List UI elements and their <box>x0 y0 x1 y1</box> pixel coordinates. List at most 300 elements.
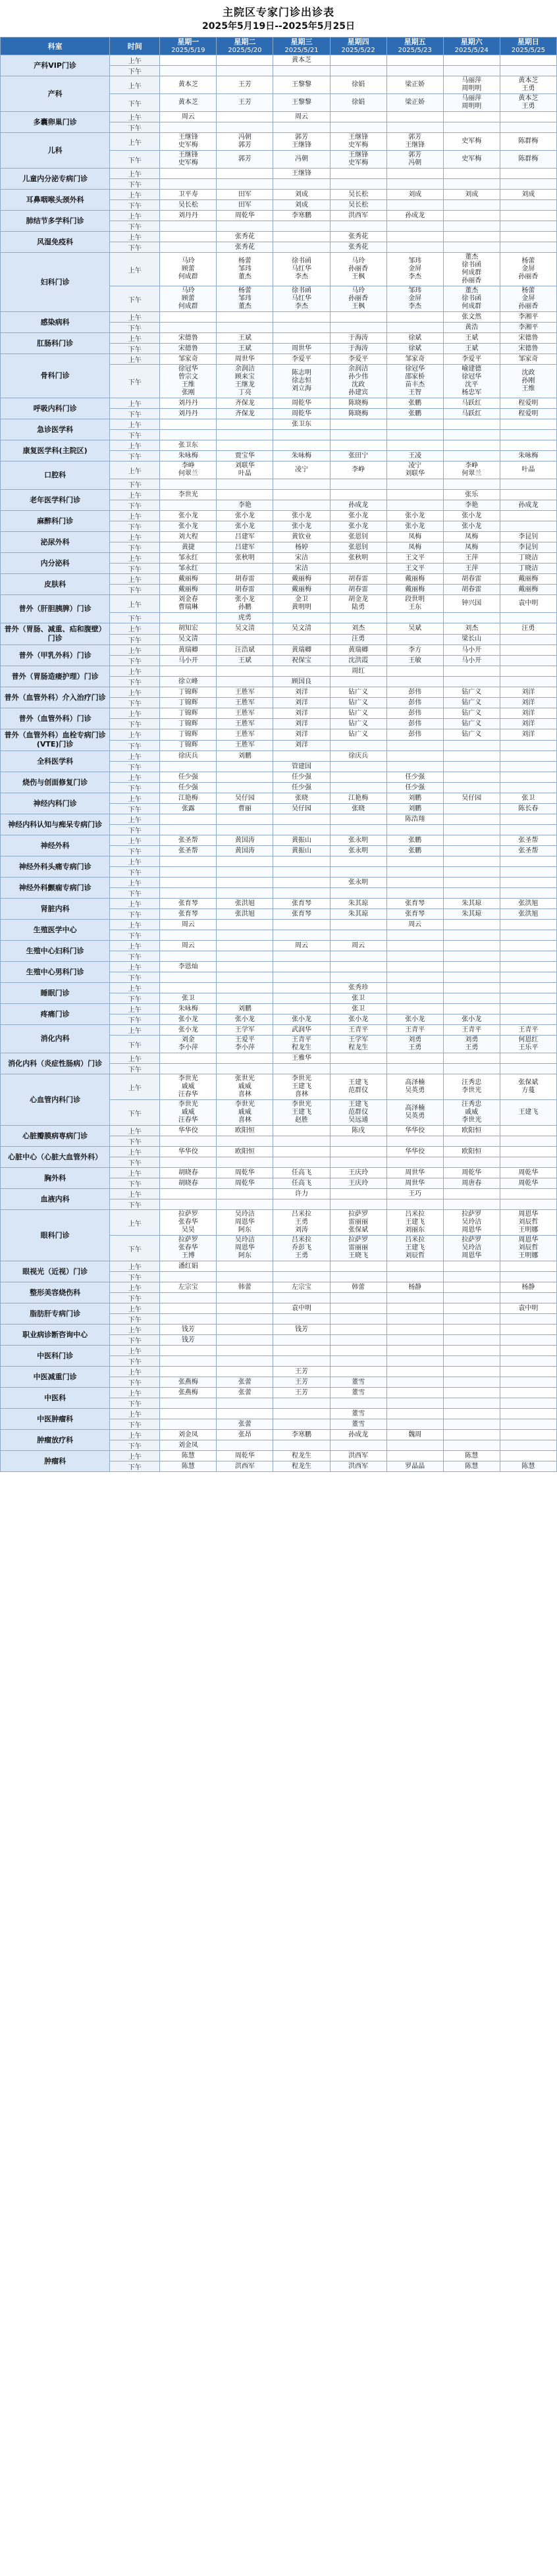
doctor-cell <box>160 1157 217 1168</box>
doctor-cell <box>443 856 500 867</box>
doctor-cell <box>160 666 217 677</box>
dept-name: 脂肪肝专病门诊 <box>1 1303 110 1325</box>
title-block <box>0 0 557 37</box>
time-slot: 下午 <box>110 634 160 645</box>
time-slot: 上午 <box>110 751 160 762</box>
doctor-cell: 李峥 何翠兰 <box>443 461 500 479</box>
doctor-cell <box>330 1189 386 1199</box>
dept-row-am <box>1 962 557 972</box>
doctor-cell <box>443 1136 500 1147</box>
doctor-cell: 张秀花 <box>217 232 273 242</box>
dept-name: 神经外科 <box>1 835 110 856</box>
doctor-cell: 王继锋 史军梅 <box>330 151 386 169</box>
doctor-cell: 李世光 <box>160 490 217 500</box>
doctor-cell: 史军梅 <box>443 133 500 151</box>
dept-row-am <box>1 1325 557 1335</box>
doctor-cell: 杨蕾 邹玮 董杰 <box>217 253 273 286</box>
doctor-cell <box>443 1325 500 1335</box>
dept-row-am <box>1 312 557 323</box>
time-slot: 上午 <box>110 1346 160 1356</box>
doctor-cell: 王文平 <box>386 564 443 574</box>
doctor-cell: 张小龙 <box>160 521 217 532</box>
time-slot: 上午 <box>110 962 160 972</box>
doctor-cell: 钻广义 <box>443 687 500 698</box>
time-slot: 下午 <box>110 242 160 253</box>
doctor-cell: 高泽楠 吴英勇 <box>386 1074 443 1100</box>
doctor-cell <box>273 500 330 511</box>
time-slot: 下午 <box>110 972 160 983</box>
doctor-cell <box>500 221 556 232</box>
doctor-cell <box>500 1293 556 1303</box>
time-slot: 下午 <box>110 656 160 666</box>
doctor-cell <box>386 66 443 76</box>
doctor-cell: 周乾华 <box>217 1178 273 1189</box>
doctor-cell: 刘洋 <box>273 698 330 708</box>
doctor-cell <box>330 55 386 66</box>
doctor-cell: 金卫 黄明明 <box>273 595 330 613</box>
doctor-cell <box>217 490 273 500</box>
doctor-cell: 郭芳 <box>217 151 273 169</box>
doctor-cell: 徐冠华 邵家桥 苗丰杰 王智 <box>386 365 443 398</box>
doctor-cell <box>273 867 330 878</box>
doctor-cell: 陈戌 <box>330 1126 386 1136</box>
doctor-cell: 刘联华 叶晶 <box>217 461 273 479</box>
doctor-cell: 黄本芝 <box>160 76 217 94</box>
doctor-cell <box>217 1398 273 1409</box>
doctor-cell <box>500 1377 556 1388</box>
doctor-cell: 邹玮 金屏 李杰 <box>386 286 443 312</box>
doctor-cell: 洪西军 <box>330 1461 386 1472</box>
doctor-cell: 李寒鹏 <box>273 211 330 221</box>
doctor-cell: 张文然 <box>443 312 500 323</box>
dept-name: 心血管内科门诊 <box>1 1074 110 1126</box>
doctor-cell: 李世光 王建飞 喜林 <box>273 1074 330 1100</box>
doctor-cell <box>386 479 443 490</box>
doctor-cell <box>330 1314 386 1325</box>
doctor-cell: 王胜军 <box>217 719 273 729</box>
dept-row-am <box>1 1074 557 1100</box>
doctor-cell: 杨蕾 金屏 孙丽香 <box>500 286 556 312</box>
time-slot: 上午 <box>110 553 160 564</box>
doctor-cell: 梁长山 <box>443 634 500 645</box>
doctor-cell <box>500 972 556 983</box>
doctor-cell: 王凌 <box>386 451 443 461</box>
doctor-cell <box>443 1272 500 1282</box>
doctor-cell: 徐庆兵 <box>330 751 386 762</box>
dept-name: 儿科 <box>1 133 110 169</box>
time-slot: 上午 <box>110 461 160 479</box>
doctor-cell: 胡晓春 <box>160 1178 217 1189</box>
time-slot: 下午 <box>110 1419 160 1430</box>
doctor-cell <box>217 856 273 867</box>
doctor-cell <box>500 430 556 440</box>
time-slot: 上午 <box>110 55 160 66</box>
doctor-cell: 袁中明 <box>500 1303 556 1314</box>
doctor-cell: 宋洁 <box>273 553 330 564</box>
doctor-cell <box>330 323 386 333</box>
doctor-cell <box>273 613 330 623</box>
doctor-cell: 胡春雷 <box>217 585 273 595</box>
doctor-cell <box>160 242 217 253</box>
doctor-cell <box>386 1367 443 1377</box>
doctor-cell: 张育琴 <box>160 899 217 909</box>
time-slot: 下午 <box>110 1398 160 1409</box>
time-slot: 上午 <box>110 814 160 825</box>
time-slot: 下午 <box>110 1064 160 1074</box>
doctor-cell: 李世光 王建飞 赵胜 <box>273 1100 330 1126</box>
doctor-cell: 马丽萍 周明明 <box>443 94 500 112</box>
doctor-cell: 陈慧 <box>443 1451 500 1461</box>
doctor-cell <box>386 1064 443 1074</box>
header-day-5: 星期五 2025/5/23 <box>386 38 443 55</box>
doctor-cell <box>386 613 443 623</box>
doctor-cell: 张洪旭 <box>500 909 556 920</box>
doctor-cell: 孙成龙 <box>500 500 556 511</box>
doctor-cell: 董雪 <box>330 1409 386 1419</box>
doctor-cell: 王庆玲 <box>330 1168 386 1178</box>
doctor-cell <box>500 941 556 951</box>
doctor-cell <box>160 221 217 232</box>
doctor-cell: 刘杰 <box>443 623 500 635</box>
doctor-cell: 任少强 <box>386 772 443 783</box>
doctor-cell: 欧阳恒 <box>217 1147 273 1157</box>
doctor-cell <box>500 772 556 783</box>
doctor-cell <box>273 323 330 333</box>
doctor-cell: 丁锦辉 <box>160 740 217 751</box>
doctor-cell <box>217 930 273 941</box>
doctor-cell: 黄本芝 <box>273 55 330 66</box>
doctor-cell <box>217 1335 273 1346</box>
doctor-cell <box>217 1189 273 1199</box>
time-slot: 上午 <box>110 440 160 451</box>
time-slot: 下午 <box>110 1314 160 1325</box>
doctor-cell <box>443 772 500 783</box>
time-slot: 上午 <box>110 1004 160 1014</box>
doctor-cell: 拉萨罗 张春华 吴昊 <box>160 1210 217 1236</box>
doctor-cell: 王庆玲 <box>330 1178 386 1189</box>
doctor-cell <box>273 179 330 190</box>
doctor-cell: 周云 <box>330 941 386 951</box>
doctor-cell: 刘洋 <box>500 698 556 708</box>
doctor-cell: 杨蕾 金屏 孙丽香 <box>500 253 556 286</box>
doctor-cell: 彭伟 <box>386 708 443 719</box>
doctor-cell: 黄本芝 王勇 <box>500 94 556 112</box>
doctor-cell: 孙成龙 <box>386 211 443 221</box>
time-slot: 上午 <box>110 835 160 846</box>
doctor-cell: 张圣帮 <box>500 846 556 856</box>
doctor-cell <box>217 1356 273 1367</box>
doctor-cell: 王青平 <box>330 1025 386 1036</box>
doctor-cell: 陈志明 徐志恒 刘立海 <box>273 365 330 398</box>
doctor-cell <box>217 1303 273 1314</box>
time-slot: 下午 <box>110 804 160 814</box>
doctor-cell <box>273 983 330 993</box>
doctor-cell: 周乾华 <box>443 1168 500 1178</box>
doctor-cell: 周世华 <box>386 1168 443 1178</box>
time-slot: 下午 <box>110 909 160 920</box>
doctor-cell <box>217 66 273 76</box>
doctor-cell: 李爱平 <box>443 354 500 365</box>
doctor-cell <box>443 762 500 772</box>
doctor-cell <box>217 962 273 972</box>
time-slot: 下午 <box>110 930 160 941</box>
doctor-cell <box>386 490 443 500</box>
doctor-cell <box>330 1356 386 1367</box>
doctor-cell: 王胜军 <box>217 740 273 751</box>
doctor-cell: 徐娟 <box>330 94 386 112</box>
doctor-cell <box>330 1136 386 1147</box>
time-slot: 下午 <box>110 221 160 232</box>
dept-row-am <box>1 440 557 451</box>
doctor-cell <box>386 951 443 962</box>
doctor-cell <box>330 888 386 899</box>
time-slot: 下午 <box>110 1178 160 1189</box>
time-slot: 上午 <box>110 878 160 888</box>
doctor-cell: 王芳 <box>273 1367 330 1377</box>
doctor-cell: 黄捷 <box>160 542 217 553</box>
doctor-cell <box>386 1293 443 1303</box>
doctor-cell: 周云 <box>160 920 217 930</box>
doctor-cell: 李爱平 <box>330 354 386 365</box>
dept-row-am <box>1 574 557 585</box>
doctor-cell <box>500 983 556 993</box>
doctor-cell: 张恩钊 <box>330 542 386 553</box>
doctor-cell: 王胜军 <box>217 687 273 698</box>
dept-name: 心脏中心（心脏大血管外科） <box>1 1147 110 1168</box>
doctor-cell <box>386 983 443 993</box>
doctor-cell: 袁中明 <box>500 595 556 613</box>
doctor-cell <box>330 1157 386 1168</box>
doctor-cell: 李世光 戚威 喜林 <box>217 1100 273 1126</box>
doctor-cell <box>273 1136 330 1147</box>
doctor-cell: 宋德鲁 <box>160 333 217 344</box>
doctor-cell <box>500 762 556 772</box>
dept-row-am <box>1 532 557 542</box>
doctor-cell: 叶晶 <box>500 461 556 479</box>
doctor-cell: 何恩红 王乐平 <box>500 1036 556 1053</box>
doctor-cell <box>160 1303 217 1314</box>
doctor-cell: 董雪 <box>330 1388 386 1398</box>
doctor-cell: 张育琴 <box>386 909 443 920</box>
time-slot: 上午 <box>110 856 160 867</box>
doctor-cell: 王青平 程龙生 <box>273 1036 330 1053</box>
doctor-cell: 宋德鲁 <box>160 344 217 354</box>
doctor-cell <box>330 179 386 190</box>
dept-name: 普外（胃肠造瘘护理）门诊 <box>1 666 110 687</box>
doctor-cell: 张洪旭 <box>217 899 273 909</box>
doctor-cell: 朱其琼 <box>443 909 500 920</box>
doctor-cell: 潘红娟 <box>160 1261 217 1272</box>
doctor-cell <box>500 232 556 242</box>
doctor-cell: 张小龙 <box>330 1014 386 1025</box>
doctor-cell <box>217 1064 273 1074</box>
doctor-cell: 李峥 何翠兰 <box>160 461 217 479</box>
doctor-cell: 李方 <box>386 645 443 656</box>
doctor-cell: 张小龙 <box>160 511 217 521</box>
doctor-cell <box>386 419 443 430</box>
dept-row-am <box>1 1451 557 1461</box>
doctor-cell: 朱咏梅 <box>500 451 556 461</box>
dept-row-am <box>1 190 557 200</box>
doctor-cell: 刘洋 <box>273 740 330 751</box>
doctor-cell <box>330 1367 386 1377</box>
doctor-cell: 李爱平 <box>273 354 330 365</box>
doctor-cell <box>386 200 443 211</box>
doctor-cell <box>273 962 330 972</box>
doctor-cell <box>386 430 443 440</box>
doctor-cell <box>273 1004 330 1014</box>
doctor-cell <box>386 1346 443 1356</box>
doctor-cell: 邹永红 <box>160 553 217 564</box>
doctor-cell <box>386 122 443 133</box>
doctor-cell: 李世光 戚威 汪春华 <box>160 1100 217 1126</box>
doctor-cell: 丁晓洁 <box>500 564 556 574</box>
doctor-cell <box>443 1346 500 1356</box>
doctor-cell <box>386 930 443 941</box>
doctor-cell: 张蕾 <box>217 1388 273 1398</box>
doctor-cell: 张鹏 <box>386 409 443 419</box>
doctor-cell: 华华佼 <box>386 1126 443 1136</box>
doctor-cell: 郭芳 冯朝 <box>386 151 443 169</box>
time-slot: 下午 <box>110 66 160 76</box>
doctor-cell <box>443 1199 500 1210</box>
doctor-cell: 段世明 王东 <box>386 595 443 613</box>
time-slot: 下午 <box>110 888 160 899</box>
doctor-cell <box>273 1293 330 1303</box>
doctor-cell: 周云 <box>386 920 443 930</box>
doctor-cell: 周云 <box>160 112 217 122</box>
doctor-cell <box>443 479 500 490</box>
doctor-cell <box>500 993 556 1004</box>
dept-name: 内分泌科 <box>1 553 110 574</box>
dept-name: 心脏瓣膜病専病门诊 <box>1 1126 110 1147</box>
doctor-cell <box>386 634 443 645</box>
dept-name: 肺结节多学科门诊 <box>1 211 110 232</box>
doctor-cell <box>500 66 556 76</box>
doctor-cell: 徐斌 <box>386 344 443 354</box>
time-slot: 上午 <box>110 729 160 741</box>
doctor-cell: 戴丽梅 <box>500 574 556 585</box>
doctor-cell: 陈群梅 <box>500 151 556 169</box>
time-slot: 下午 <box>110 1157 160 1168</box>
doctor-cell <box>500 1126 556 1136</box>
doctor-cell <box>217 825 273 835</box>
doctor-cell: 刘洋 <box>273 687 330 698</box>
doctor-cell: 马小开 <box>443 656 500 666</box>
doctor-cell: 戴丽梅 <box>386 585 443 595</box>
doctor-cell <box>443 1335 500 1346</box>
doctor-cell: 刘鹏 <box>217 751 273 762</box>
doctor-cell <box>500 1409 556 1419</box>
doctor-cell: 马玲 孙丽香 王枫 <box>330 253 386 286</box>
doctor-cell: 马玲 顾蕾 何成群 <box>160 286 217 312</box>
time-slot: 上午 <box>110 793 160 804</box>
time-slot: 下午 <box>110 430 160 440</box>
doctor-cell <box>443 1356 500 1367</box>
doctor-cell: 程龙生 <box>273 1451 330 1461</box>
dept-row-am <box>1 1346 557 1356</box>
doctor-cell: 陈长春 <box>500 804 556 814</box>
doctor-cell: 冯朝 郭芳 <box>217 133 273 151</box>
doctor-cell <box>443 740 500 751</box>
doctor-cell <box>386 221 443 232</box>
header-day-2: 星期二 2025/5/20 <box>217 38 273 55</box>
doctor-cell <box>500 1398 556 1409</box>
doctor-cell: 钻广义 <box>330 698 386 708</box>
doctor-cell: 王爱平 李小萍 <box>217 1036 273 1053</box>
dept-row-am <box>1 1367 557 1377</box>
doctor-cell: 袁中明 <box>273 1303 330 1314</box>
doctor-cell <box>500 1199 556 1210</box>
doctor-cell <box>330 312 386 323</box>
doctor-cell <box>273 221 330 232</box>
doctor-cell: 胡春雷 <box>217 574 273 585</box>
time-slot: 下午 <box>110 1036 160 1053</box>
time-slot: 下午 <box>110 344 160 354</box>
doctor-cell <box>160 169 217 179</box>
doctor-cell <box>273 1272 330 1282</box>
doctor-cell: 徐书函 马红华 李杰 <box>273 286 330 312</box>
doctor-cell <box>443 941 500 951</box>
doctor-cell <box>443 1053 500 1064</box>
doctor-cell <box>500 200 556 211</box>
doctor-cell <box>443 440 500 451</box>
doctor-cell <box>273 1409 330 1419</box>
doctor-cell: 徐立峰 <box>160 677 217 687</box>
doctor-cell: 刘丹丹 <box>160 409 217 419</box>
doctor-cell <box>443 962 500 972</box>
doctor-cell: 程龙生 <box>273 1461 330 1472</box>
dept-row-am <box>1 1388 557 1398</box>
dept-name: 职业病诊断咨询中心 <box>1 1325 110 1346</box>
time-slot: 上午 <box>110 1388 160 1398</box>
doctor-cell <box>217 1440 273 1451</box>
doctor-cell: 任少强 <box>160 783 217 793</box>
dept-name: 麻醉科门诊 <box>1 511 110 532</box>
doctor-cell: 王继锋 <box>273 169 330 179</box>
doctor-cell <box>386 242 443 253</box>
dept-name: 儿童内分泌专病门诊 <box>1 169 110 190</box>
doctor-cell <box>500 634 556 645</box>
doctor-cell <box>330 169 386 179</box>
dept-name: 血液内科 <box>1 1189 110 1210</box>
dept-name: 眼视光（近视）门诊 <box>1 1261 110 1282</box>
doctor-cell: 李峥 <box>330 461 386 479</box>
header-day-1: 星期一 2025/5/19 <box>160 38 217 55</box>
doctor-cell: 王胜军 <box>217 708 273 719</box>
doctor-cell <box>160 930 217 941</box>
time-slot: 下午 <box>110 585 160 595</box>
doctor-cell: 刘金 李小萍 <box>160 1036 217 1053</box>
header-dept: 科室 <box>1 38 110 55</box>
doctor-cell <box>443 1419 500 1430</box>
time-slot: 上午 <box>110 920 160 930</box>
doctor-cell <box>273 666 330 677</box>
doctor-cell <box>273 972 330 983</box>
doctor-cell: 吴仔园 <box>443 793 500 804</box>
doctor-cell <box>330 1261 386 1272</box>
doctor-cell <box>217 951 273 962</box>
doctor-cell <box>160 419 217 430</box>
doctor-cell: 张秀珍 <box>330 983 386 993</box>
doctor-cell <box>330 762 386 772</box>
doctor-cell <box>386 1314 443 1325</box>
doctor-cell <box>386 440 443 451</box>
doctor-cell: 管建国 <box>273 762 330 772</box>
doctor-cell <box>500 1346 556 1356</box>
time-slot: 下午 <box>110 951 160 962</box>
doctor-cell: 张昂 <box>217 1430 273 1440</box>
